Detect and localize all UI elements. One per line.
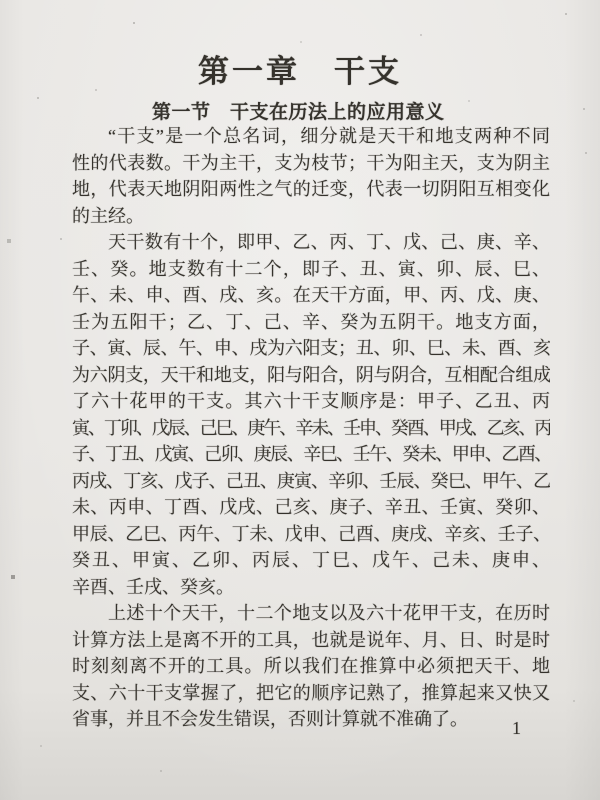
chapter-title: 第一章 干支 [198,54,402,89]
text-line: 省事，并且不会发生错误，否则计算就不准确了。 [72,709,468,729]
text-line: 壬、癸。地支数有十二个，即子、丑、寅、卯、辰、巳、 [72,258,550,279]
section-heading: 第一节 干支在历法上的应用意义 [152,102,445,123]
text-line: “干支”是一个总名词，细分就是天干和地支两种不同 [108,126,550,146]
paragraph-ganzhi-list [72,229,550,600]
text-line: 子、丁丑、戊寅、己卯、庚辰、辛巳、壬午、癸未、甲申、乙酉、 [72,444,550,464]
text-line: 地，代表天地阴阳两性之气的迁变，代表一切阴阳互相变化 [72,179,550,199]
text-line: 支、六十干支掌握了，把它的顺序记熟了，推算起来又快又 [72,682,550,703]
text-line: 丙戌、丁亥、戊子、己丑、庚寅、辛卯、壬辰、癸巳、甲午、乙 [72,470,550,491]
text-line: 为六阴支，天干和地支，阳与阳合，阴与阴合，互相配合组成 [72,364,550,385]
page-number: 1 [512,718,521,738]
text-line: 性的代表数。干为主干，支为枝节；干为阳主天，支为阴主 [72,152,550,173]
text-line: 寅、丁卯、戊辰、己巳、庚午、辛未、壬申、癸酉、甲戌、乙亥、丙 [72,417,550,438]
text-line: 天干数有十个，即甲、乙、丙、丁、戊、己、庚、辛、 [108,232,550,252]
paragraph-conclusion [72,600,550,733]
text-line: 午、未、申、酉、戌、亥。在天干方面，甲、丙、戊、庚、 [72,285,550,305]
text-line: 的主经。 [72,205,144,226]
paragraph-intro [72,123,550,229]
text-line: 癸丑、甲寅、乙卯、丙辰、丁巳、戊午、己未、庚申、 [72,550,550,570]
text-line: 辛酉、壬戌、癸亥。 [72,576,234,597]
scan-noise-specks [0,0,2,2]
text-line: 甲辰、乙巳、丙午、丁未、戊申、己酉、庚戌、辛亥、壬子、 [72,523,550,544]
text-line: 上述十个天干，十二个地支以及六十花甲干支，在历时 [108,603,550,623]
text-line: 未、丙申、丁酉、戊戌、己亥、庚子、辛丑、壬寅、癸卯、 [72,497,550,517]
text-line: 子、寅、辰、午、申、戌为六阳支；丑、卯、巳、未、酉、亥 [72,338,550,358]
text-line: 计算方法上是离不开的工具，也就是说年、月、日、时是时 [72,629,550,650]
text-line: 时刻刻离不开的工具。所以我们在推算中必须把天干、地 [72,656,550,676]
text-line: 了六十花甲的干支。其六十干支顺序是：甲子、乙丑、丙 [72,391,550,411]
text-line: 壬为五阳干；乙、丁、己、辛、癸为五阴干。地支方面， [72,311,550,332]
page-body [72,123,550,733]
